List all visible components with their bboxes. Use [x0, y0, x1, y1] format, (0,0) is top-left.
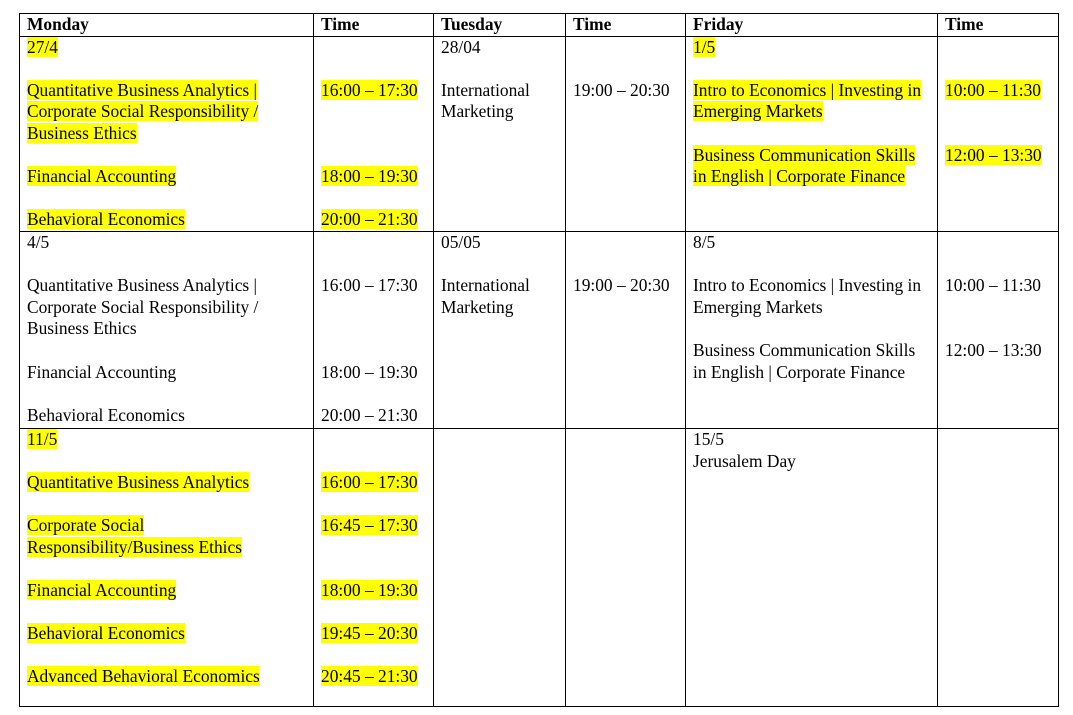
date-label: 15/5 — [693, 428, 724, 449]
course-name: International Marketing — [441, 79, 530, 122]
course-time: 19:00 – 20:30 — [573, 79, 670, 100]
monday-cell — [20, 36, 314, 231]
course-name: Behavioral Economics — [27, 623, 185, 644]
week-row — [20, 428, 1059, 706]
course-time: 18:00 – 19:30 — [321, 166, 418, 187]
week-row — [20, 36, 1059, 231]
course-time: 19:45 – 20:30 — [321, 623, 418, 644]
header-row — [20, 14, 1059, 37]
monday-cell — [20, 231, 314, 428]
tuesday-time-cell — [566, 428, 686, 706]
holiday-note: Jerusalem Day — [693, 450, 796, 471]
course-name: Behavioral Economics — [27, 209, 185, 230]
date-label: 27/4 — [27, 36, 58, 57]
course-name: Financial Accounting — [27, 166, 177, 187]
friday-time-cell — [938, 36, 1059, 231]
header-friday: Friday — [686, 14, 938, 37]
header-tuesday: Tuesday — [434, 14, 566, 37]
date-label: 4/5 — [27, 231, 50, 252]
course-name: Advanced Behavioral Economics — [27, 666, 260, 687]
course-time: 19:00 – 20:30 — [573, 275, 670, 296]
friday-cell — [686, 428, 938, 706]
monday-time-cell — [314, 36, 434, 231]
course-time: 10:00 – 11:30 — [945, 275, 1041, 296]
date-label: 28/04 — [441, 36, 481, 57]
tuesday-time-cell — [566, 36, 686, 231]
tuesday-time-cell — [566, 231, 686, 428]
friday-cell — [686, 36, 938, 231]
header-monday: Monday — [20, 14, 314, 37]
tuesday-cell — [434, 36, 566, 231]
course-time: 20:00 – 21:30 — [321, 209, 418, 230]
course-name: Business Communication Skills in English | Corporate Finance — [693, 144, 916, 187]
date-label: 8/5 — [693, 231, 716, 252]
course-time: 12:00 – 13:30 — [945, 339, 1042, 360]
header-time-monday: Time — [314, 14, 434, 37]
course-time: 16:00 – 17:30 — [321, 79, 418, 100]
monday-cell — [20, 428, 314, 706]
friday-time-cell — [938, 428, 1059, 706]
course-name: Quantitative Business Analytics — [27, 472, 250, 493]
course-name: Financial Accounting — [27, 580, 177, 601]
header-time-friday: Time — [938, 14, 1059, 37]
course-time: 20:45 – 21:30 — [321, 666, 418, 687]
course-time: 12:00 – 13:30 — [945, 144, 1042, 165]
course-name: Intro to Economics | Investing in Emerging Markets — [693, 79, 922, 122]
course-time: 16:00 – 17:30 — [321, 472, 418, 493]
course-time: 20:00 – 21:30 — [321, 404, 418, 425]
header-time-tuesday: Time — [566, 14, 686, 37]
course-name: Quantitative Business Analytics | Corporate Social Responsibility / Business Ethics — [27, 275, 259, 339]
monday-time-cell — [314, 428, 434, 706]
course-time: 16:00 – 17:30 — [321, 275, 418, 296]
course-name: Corporate Social Responsibility/Business Ethics — [27, 515, 242, 557]
course-time: 18:00 – 19:30 — [321, 361, 418, 382]
course-name: Financial Accounting — [27, 361, 177, 382]
course-time: 18:00 – 19:30 — [321, 580, 418, 601]
date-label: 05/05 — [441, 231, 481, 252]
friday-time-cell — [938, 231, 1059, 428]
schedule-table — [19, 13, 1059, 707]
friday-cell — [686, 231, 938, 428]
tuesday-cell — [434, 231, 566, 428]
course-time: 16:45 – 17:30 — [321, 515, 418, 536]
course-name: Intro to Economics | Investing in Emerging Markets — [693, 275, 922, 317]
date-label: 11/5 — [27, 428, 58, 449]
week-row — [20, 231, 1059, 428]
course-name: Business Communication Skills in English | Corporate Finance — [693, 339, 916, 382]
date-label: 1/5 — [693, 36, 716, 57]
course-name: International Marketing — [441, 275, 530, 317]
monday-time-cell — [314, 231, 434, 428]
tuesday-cell — [434, 428, 566, 706]
course-time: 10:00 – 11:30 — [945, 79, 1041, 100]
course-name: Behavioral Economics — [27, 404, 185, 425]
course-name: Quantitative Business Analytics | Corporate Social Responsibility / Business Ethics — [27, 79, 259, 143]
